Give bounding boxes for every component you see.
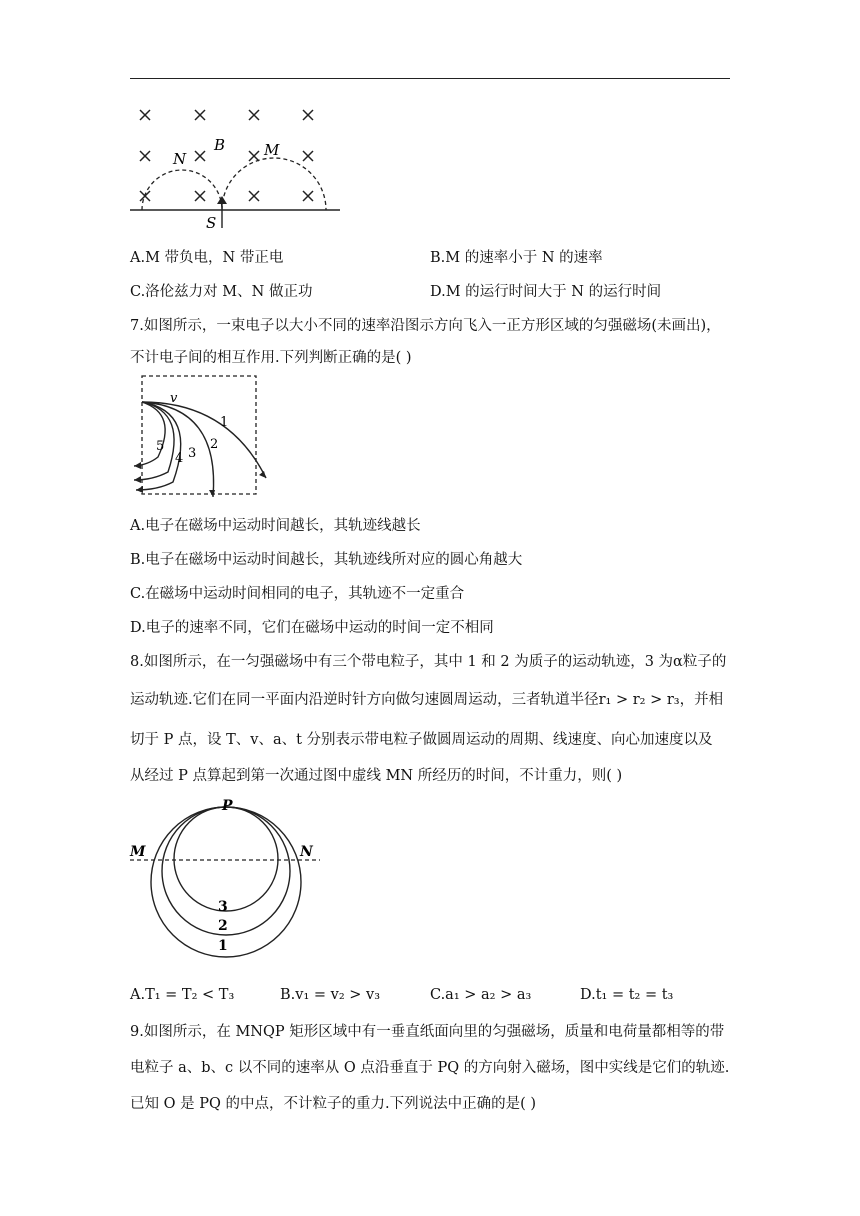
label-5: 5: [156, 439, 165, 454]
q9-stem-line2: 电粒子 a、b、c 以不同的速率从 O 点沿垂直于 PQ 的方向射入磁场，图中实线是它们的轨迹.: [130, 1060, 730, 1076]
label-S: S: [206, 214, 217, 232]
q7-option-b: B.电子在磁场中运动时间越长，其轨迹线所对应的圆心角越大: [130, 552, 523, 568]
trajectory-M: [222, 158, 326, 210]
q7-option-c: C.在磁场中运动时间相同的电子，其轨迹不一定重合: [130, 586, 465, 602]
orbit-3: [174, 807, 278, 911]
q8-stem-line3: 切于 P 点，设 T、v、a、t 分别表示带电粒子做圆周运动的周期、线速度、向心加速度以及: [130, 732, 713, 748]
trajectory-N: [142, 170, 222, 210]
header-rule: [130, 78, 730, 79]
q6-figure: [128, 100, 348, 235]
label-N: N: [173, 150, 187, 168]
q6-option-c: C.洛伦兹力对 M、N 做正功: [130, 284, 313, 300]
orbit-2: [162, 807, 290, 935]
q7-stem-line1: 7.如图所示，一束电子以大小不同的速率沿图示方向飞入一正方形区域的匀强磁场(未画出)，: [130, 318, 721, 334]
label-3: 3: [218, 899, 228, 915]
q8-option-a: A.T₁ = T₂ < T₃: [130, 987, 235, 1003]
q7-figure: [128, 372, 278, 502]
label-N: N: [300, 844, 313, 860]
q7-stem-line2: 不计电子间的相互作用.下列判断正确的是( ): [130, 350, 412, 366]
q7-option-a: A.电子在磁场中运动时间越长，其轨迹线越长: [130, 518, 421, 534]
label-4: 4: [175, 451, 184, 466]
q8-stem-line2: 运动轨迹.它们在同一平面内沿逆时针方向做匀速圆周运动，三者轨道半径r₁ > r₂ > r₃，并相: [130, 692, 724, 708]
label-1: 1: [220, 415, 229, 430]
label-2: 2: [218, 918, 228, 934]
q8-option-c: C.a₁ > a₂ > a₃: [430, 987, 532, 1003]
q7-option-d: D.电子的速率不同，它们在磁场中运动的时间一定不相同: [130, 620, 494, 636]
label-v: v: [170, 391, 178, 406]
q8-stem-line4: 从经过 P 点算起到第一次通过图中虚线 MN 所经历的时间，不计重力，则( ): [130, 768, 623, 784]
q8-figure: [128, 796, 328, 962]
q6-option-b: B.M 的速率小于 N 的速率: [430, 250, 603, 266]
label-2: 2: [210, 437, 219, 452]
label-B: B: [214, 136, 226, 154]
q8-stem-line1: 8.如图所示，在一匀强磁场中有三个带电粒子，其中 1 和 2 为质子的运动轨迹，3 为α粒子的: [130, 654, 727, 670]
q9-stem-line3: 已知 O 是 PQ 的中点，不计粒子的重力.下列说法中正确的是( ): [130, 1096, 536, 1112]
label-M: M: [264, 141, 280, 159]
label-M: M: [130, 844, 146, 860]
q6-option-d: D.M 的运行时间大于 N 的运行时间: [430, 284, 662, 300]
q8-option-b: B.v₁ = v₂ > v₃: [280, 987, 381, 1003]
label-3: 3: [188, 446, 197, 461]
trajectory-2: [142, 402, 214, 497]
q8-option-d: D.t₁ = t₂ = t₃: [580, 987, 674, 1003]
label-1: 1: [218, 938, 228, 954]
label-P: P: [222, 798, 233, 814]
trajectory-5: [134, 402, 165, 466]
q6-option-a: A.M 带负电，N 带正电: [130, 250, 284, 266]
q9-stem-line1: 9.如图所示，在 MNQP 矩形区域中有一垂直纸面向里的匀强磁场，质量和电荷量都相等的带: [130, 1024, 725, 1040]
